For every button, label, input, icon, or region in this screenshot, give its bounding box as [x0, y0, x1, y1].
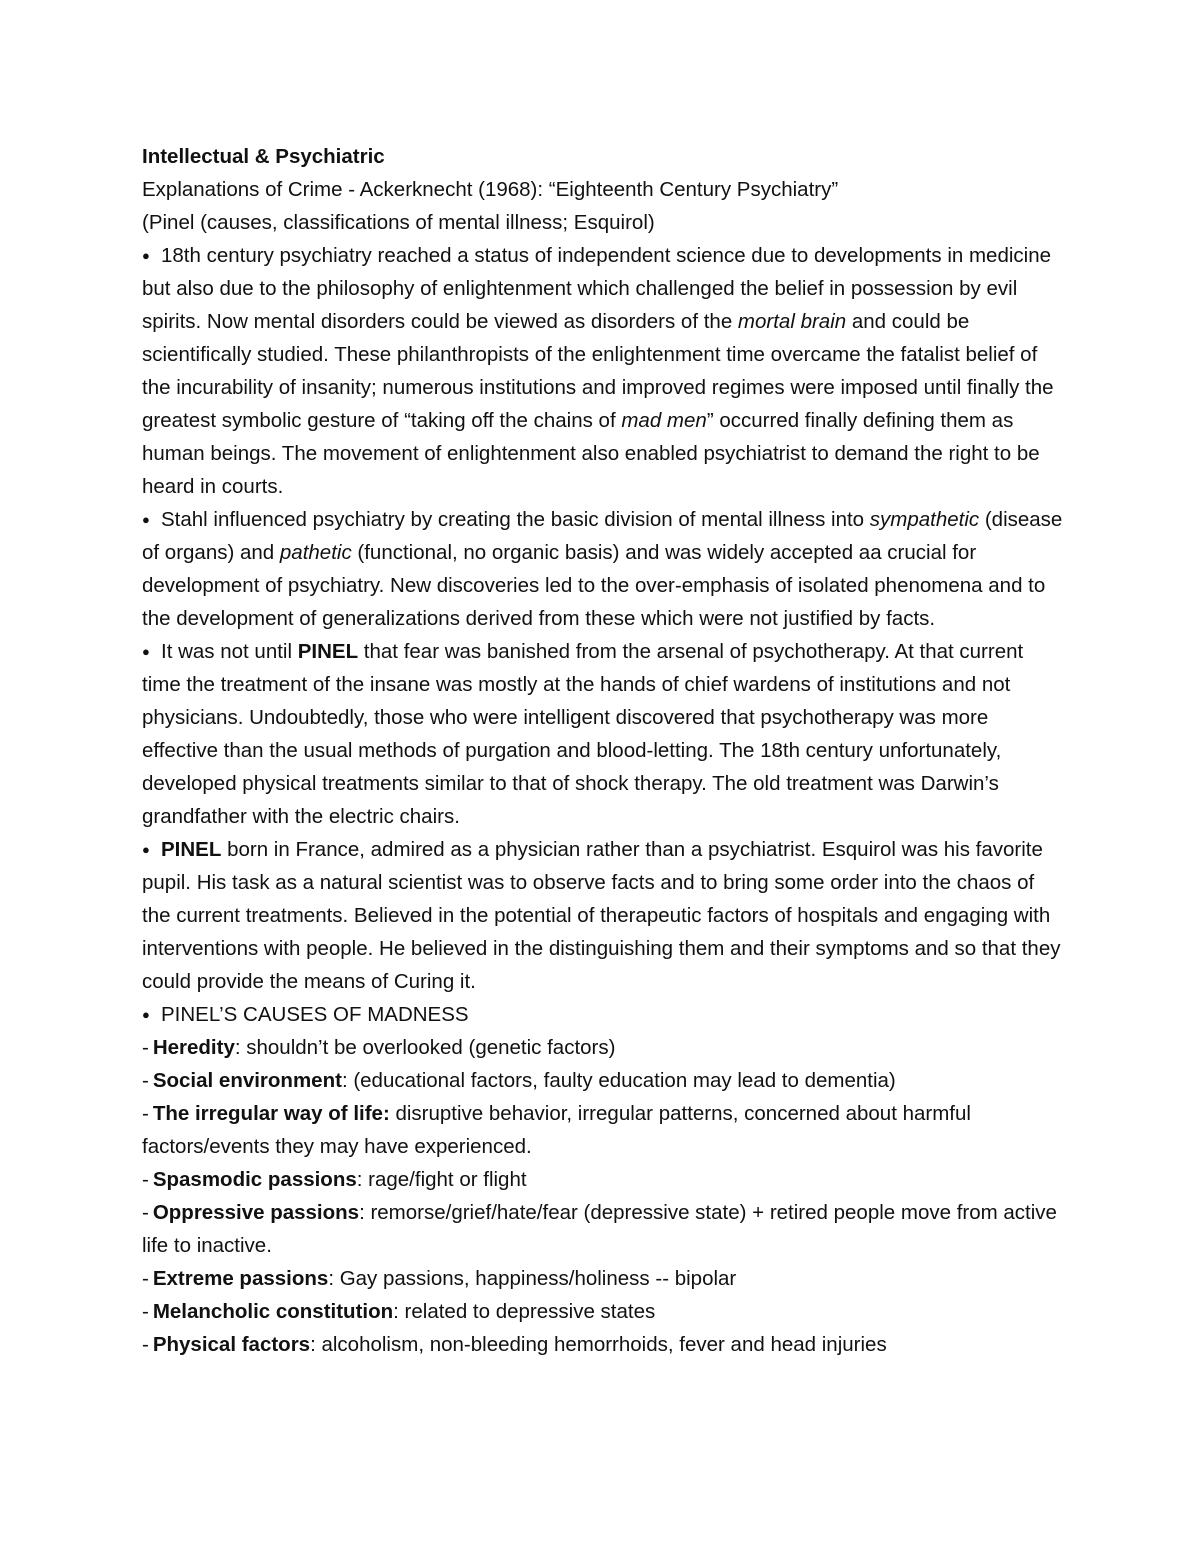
cause-term: Social environment	[152, 1069, 342, 1092]
cause-desc: : remorse/grief/hate/fear (depressive state) + retired people move from active life to inactive.	[142, 1201, 1057, 1257]
dash-marker: -	[142, 1333, 149, 1356]
cause-item-extreme	[142, 1262, 1067, 1295]
document-page	[142, 140, 1067, 1361]
bullet-text: that fear was banished from the arsenal of psychotherapy. At that current time the treatment of the insane was mostly at the hands of chief wardens of institutions and not physicians. Undoubtedly, those who were intelligent discovered that psychotherapy was more effective than the usual methods of purgation and blood-letting. The 18th century unfortunately, developed physical treatments similar to that of shock therapy. The old treatment was Darwin’s grandfather with the electric chairs.	[142, 640, 1024, 828]
emphasis-text: pathetic	[279, 541, 352, 564]
cause-item-physical	[142, 1328, 1067, 1361]
cause-term: Physical factors	[152, 1333, 311, 1356]
cause-item-irregular	[142, 1097, 1067, 1163]
cause-item-melancholic	[142, 1295, 1067, 1328]
bullet-enlightenment	[142, 239, 1067, 503]
cause-desc: : rage/fight or flight	[356, 1168, 527, 1191]
cause-desc: : shouldn’t be overlooked (genetic factors)	[234, 1036, 616, 1059]
cause-desc: : Gay passions, happiness/holiness -- bipolar	[328, 1267, 737, 1290]
bullet-text: and could be scientifically studied. These philanthropists of the enlightenment time overcame the fatalist belief of the incurability of insanity; numerous institutions and improved regimes were imposed until finally the greatest symbolic gesture of “taking off the chains of	[142, 310, 1054, 432]
dash-marker: -	[142, 1267, 149, 1290]
bullet-text: born in France, admired as a physician rather than a psychiatrist. Esquirol was his favorite pupil. His task as a natural scientist was to observe facts and to bring some order into the chaos of the current treatments. Believed in the potential of therapeutic factors of hospitals and engaging with interventions with people. He believed in the distinguishing them and their symptoms and so that they could provide the means of Curing it.	[142, 838, 1061, 993]
bullet-pinel-fear	[142, 635, 1067, 833]
dash-marker: -	[142, 1168, 149, 1191]
bullet-text: Stahl influenced psychiatry by creating the basic division of mental illness into	[161, 508, 870, 531]
cause-desc: : alcoholism, non-bleeding hemorrhoids, fever and head injuries	[310, 1333, 887, 1356]
cause-desc: : (educational factors, faulty education may lead to dementia)	[341, 1069, 896, 1092]
cause-term: Spasmodic passions	[152, 1168, 357, 1191]
cause-item-spasmodic	[142, 1163, 1067, 1196]
dash-marker: -	[142, 1036, 149, 1059]
cause-term: Melancholic constitution	[152, 1300, 394, 1323]
emphasis-text: mortal brain	[737, 310, 847, 333]
dash-marker: -	[142, 1201, 149, 1224]
emphasis-text: sympathetic	[869, 508, 980, 531]
cause-item-social	[142, 1064, 1067, 1097]
cause-term: Oppressive passions	[152, 1201, 360, 1224]
cause-term: The irregular way of life:	[152, 1102, 390, 1125]
dash-marker: -	[142, 1102, 149, 1125]
bullet-causes-heading	[142, 998, 1067, 1031]
bullet-text: (functional, no organic basis) and was widely accepted aa crucial for development of psychiatry. New discoveries led to the over-emphasis of isolated phenomena and to the development of generalizations derived from these which were not justified by facts.	[142, 541, 1046, 630]
bullet-text: It was not until	[161, 640, 298, 663]
bullet-pinel-bio	[142, 833, 1067, 998]
cause-term: Heredity	[152, 1036, 235, 1059]
bullet-text: 18th century psychiatry reached a status of independent science due to developments in medicine but also due to the philosophy of enlightenment which challenged the belief in possession by evil spirits. Now mental disorders could be viewed as disorders of the	[142, 244, 1052, 333]
bullet-stahl	[142, 503, 1067, 635]
bold-text: PINEL	[297, 640, 359, 663]
emphasis-text: mad men	[621, 409, 707, 432]
cause-item-heredity	[142, 1031, 1067, 1064]
cause-item-oppressive	[142, 1196, 1067, 1262]
dash-marker: -	[142, 1300, 149, 1323]
cause-desc: disruptive behavior, irregular patterns, concerned about harmful factors/events they may have experienced.	[142, 1102, 971, 1158]
bullet-text: PINEL’S CAUSES OF MADNESS	[161, 1003, 469, 1026]
cause-term: Extreme passions	[152, 1267, 329, 1290]
bullet-text: (disease of organs) and	[142, 508, 1063, 564]
document-subtitle: Explanations of Crime - Ackerknecht (1968): “Eighteenth Century Psychiatry”	[142, 178, 839, 201]
bullet-text: ” occurred finally defining them as human beings. The movement of enlightenment also enabled psychiatrist to demand the right to be heard in courts.	[142, 409, 1040, 498]
cause-desc: : related to depressive states	[393, 1300, 656, 1323]
bold-text: PINEL	[161, 838, 222, 861]
document-subnote: (Pinel (causes, classifications of mental illness; Esquirol)	[142, 211, 655, 234]
dash-marker: -	[142, 1069, 149, 1092]
document-title: Intellectual & Psychiatric	[142, 145, 385, 168]
